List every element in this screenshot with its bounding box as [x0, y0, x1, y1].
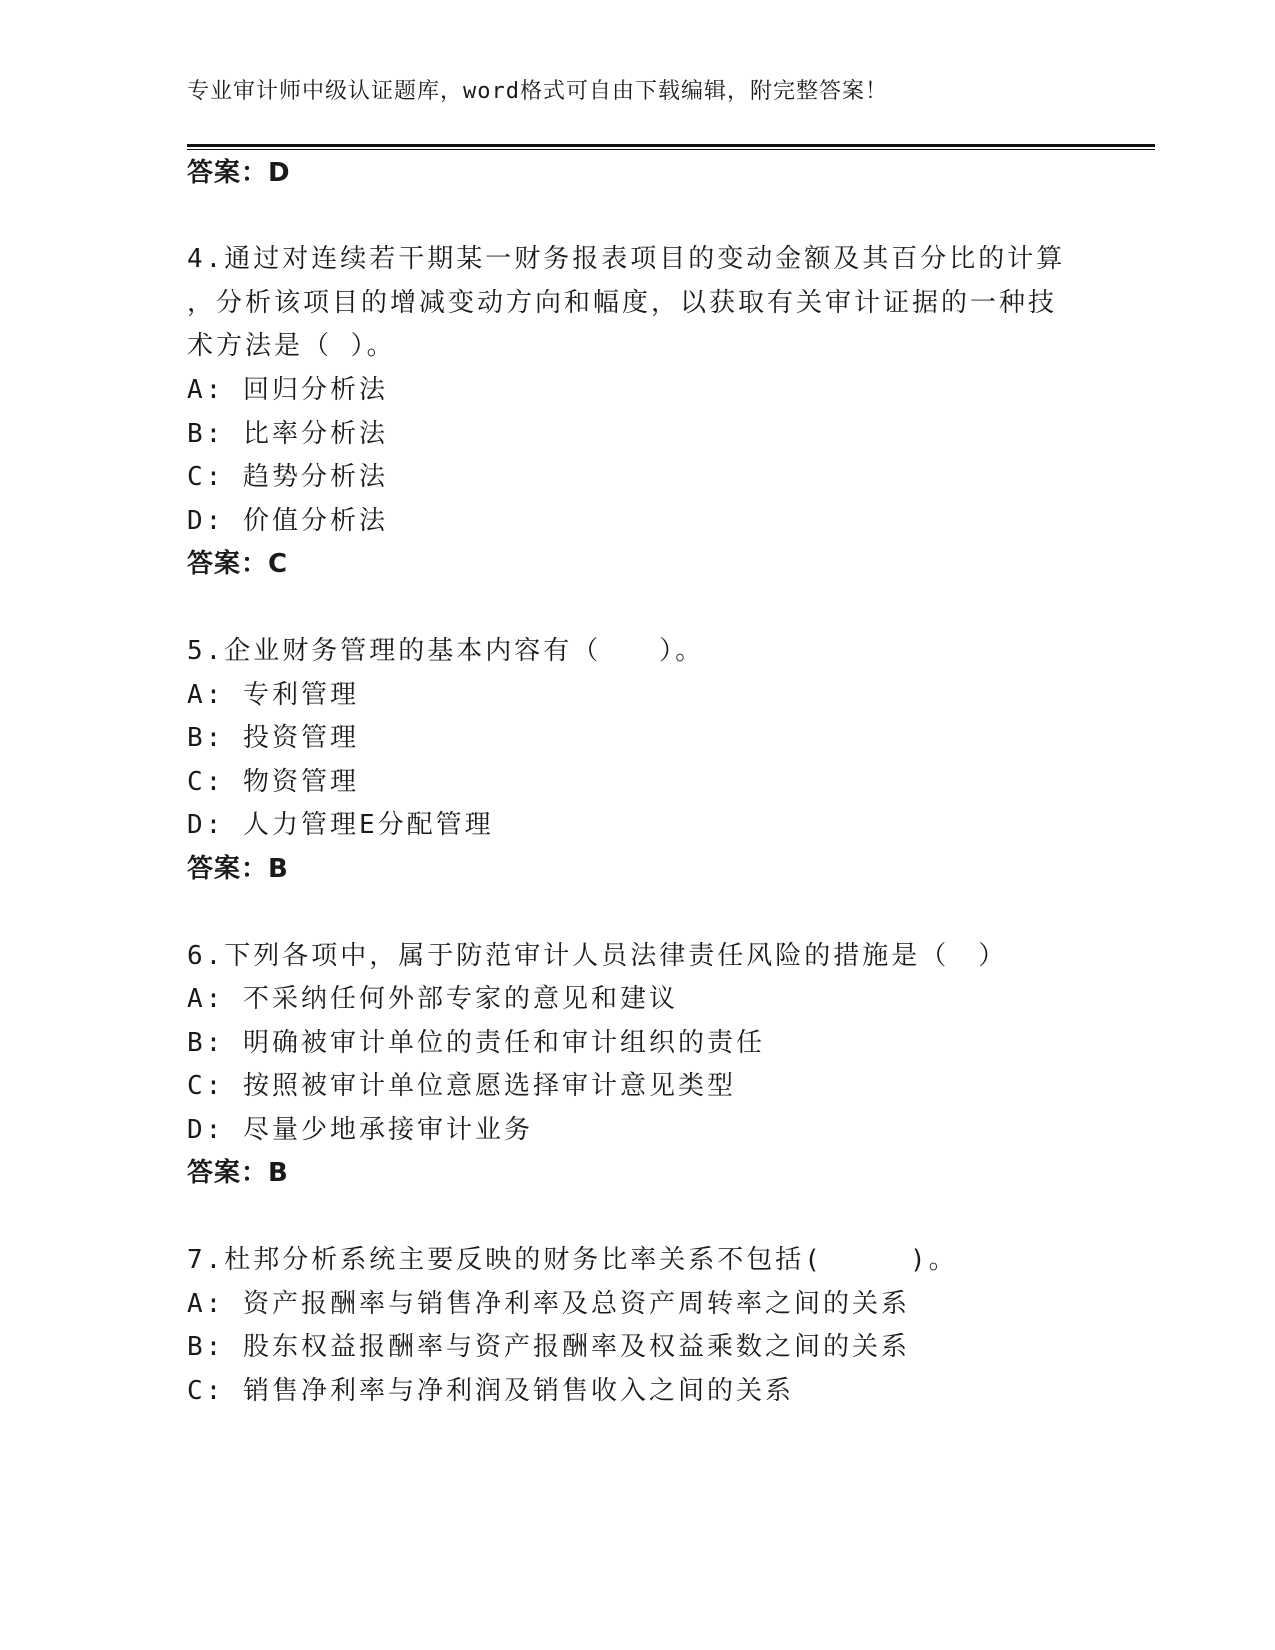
question-5-option-b: B: 投资管理 — [187, 723, 359, 753]
question-7-option-a: A: 资产报酬率与销售净利率及总资产周转率之间的关系 — [187, 1289, 910, 1319]
question-5-option-d: D: 人力管理E分配管理 — [187, 810, 494, 840]
question-5-answer: 答案：B — [187, 854, 289, 884]
question-6-answer: 答案：B — [187, 1158, 289, 1188]
question-7-option-c: C: 销售净利率与净利润及销售收入之间的关系 — [187, 1376, 794, 1406]
answer-prev: 答案：D — [187, 158, 291, 188]
question-5-option-c: C: 物资管理 — [187, 767, 359, 797]
question-6-option-d: D: 尽量少地承接审计业务 — [187, 1115, 533, 1145]
question-7-stem-line-1: 7.杜邦分析系统主要反映的财务比率关系不包括( )。 — [187, 1245, 958, 1275]
question-4-stem-line-3: 术方法是（ ）。 — [187, 331, 396, 361]
question-5-stem-line-1: 5.企业财务管理的基本内容有（ ）。 — [187, 636, 705, 666]
question-4-stem-line-2: ，分析该项目的增减变动方向和幅度，以获取有关审计证据的一种技 — [187, 288, 1058, 318]
question-6-option-a: A: 不采纳任何外部专家的意见和建议 — [187, 984, 678, 1014]
question-6-option-b: B: 明确被审计单位的责任和审计组织的责任 — [187, 1028, 765, 1058]
question-7-option-b: B: 股东权益报酬率与资产报酬率及权益乘数之间的关系 — [187, 1332, 910, 1362]
question-4-answer: 答案：C — [187, 549, 289, 579]
question-4-option-a: A: 回归分析法 — [187, 375, 388, 405]
page-header: 专业审计师中级认证题库，word格式可自由下载编辑，附完整答案！ — [187, 79, 888, 104]
header-rule-thin — [187, 149, 1155, 150]
header-rule — [187, 144, 1155, 147]
question-6-option-c: C: 按照被审计单位意愿选择审计意见类型 — [187, 1071, 736, 1101]
question-4-option-d: D: 价值分析法 — [187, 506, 388, 536]
question-5-option-a: A: 专利管理 — [187, 680, 359, 710]
question-4-option-c: C: 趋势分析法 — [187, 462, 388, 492]
question-6-stem-line-1: 6.下列各项中，属于防范审计人员法律责任风险的措施是（ ） — [187, 941, 1008, 971]
question-4-option-b: B: 比率分析法 — [187, 419, 388, 449]
question-4-stem-line-1: 4.通过对连续若干期某一财务报表项目的变动金额及其百分比的计算 — [187, 244, 1066, 274]
